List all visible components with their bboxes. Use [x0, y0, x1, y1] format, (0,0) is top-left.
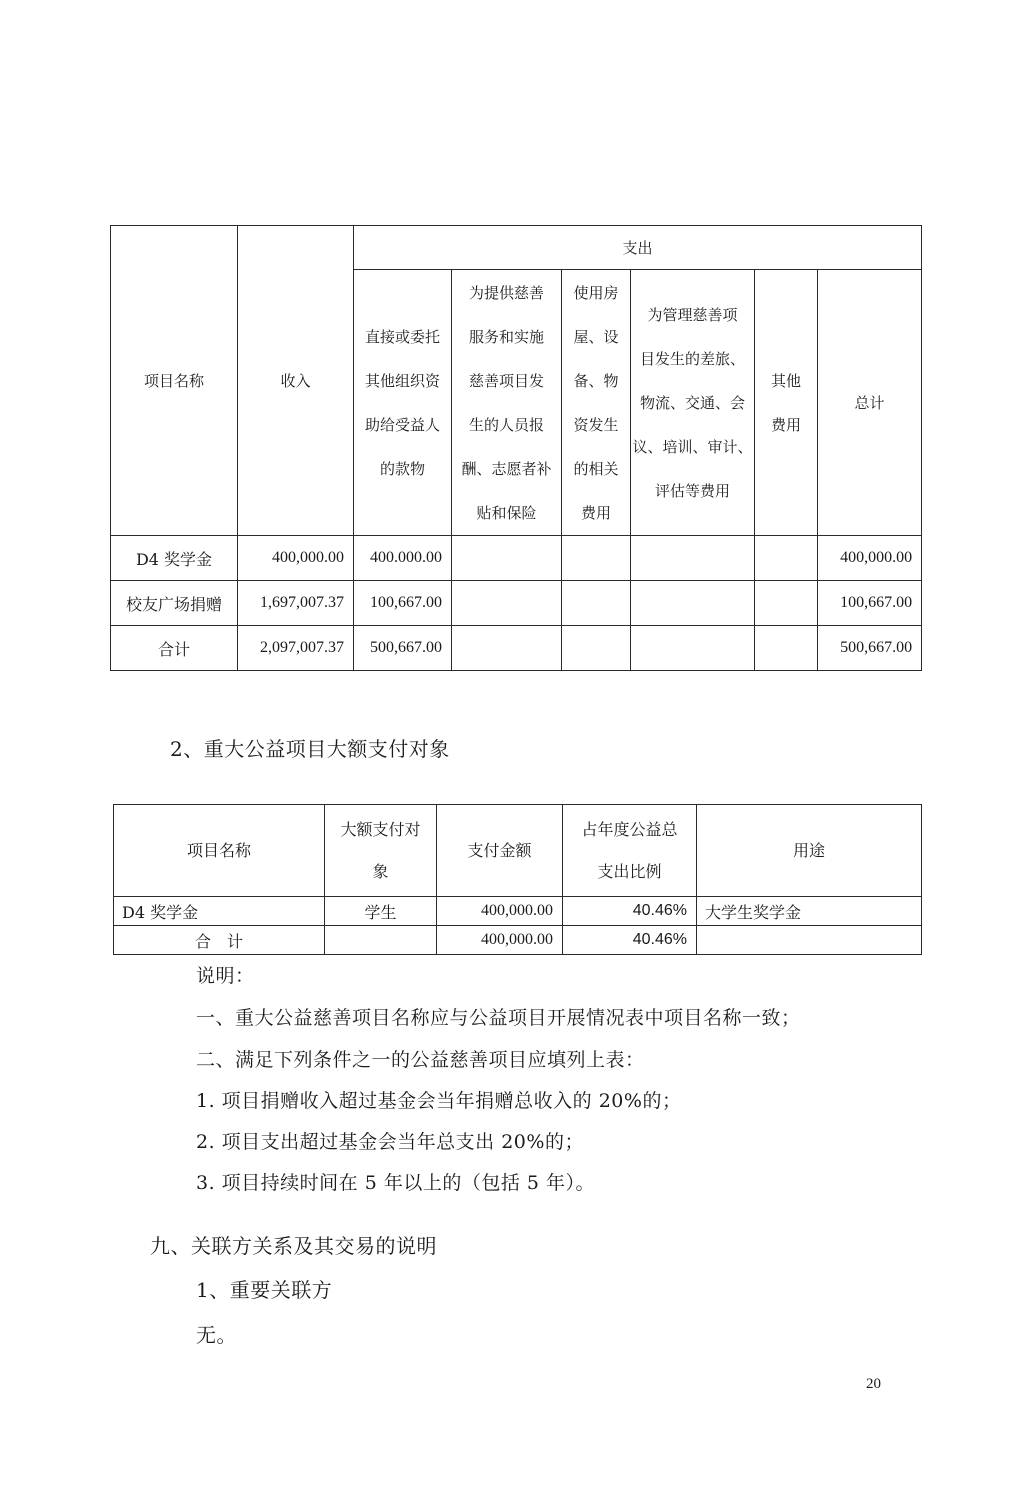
table-total-row: 合 计 400,000.00 40.46%	[114, 926, 922, 955]
note-item: 二、满足下列条件之一的公益慈善项目应填列上表：	[196, 1049, 645, 1071]
large-payment-table	[113, 804, 922, 955]
note-item: 3. 项目持续时间在 5 年以上的（包括 5 年）。	[196, 1172, 596, 1194]
section-2-title: 2、重大公益项目大额支付对象	[170, 737, 450, 761]
note-item: 2. 项目支出超过基金会当年总支出 20%的；	[196, 1131, 584, 1153]
note-item: 1. 项目捐赠收入超过基金会当年捐赠总收入的 20%的；	[196, 1090, 682, 1112]
section-9-subtitle: 1、重要关联方	[196, 1278, 333, 1302]
header-expenditure: 支出	[354, 226, 922, 270]
header-payee: 大额支付对 象	[325, 805, 437, 897]
header-ratio: 占年度公益总 支出比例	[563, 805, 697, 897]
table-row: D4 奖学金 学生 400,000.00 40.46% 大学生奖学金	[114, 897, 922, 926]
table-total-row: 合计 2,097,007.37 500,667.00 500,667.00	[111, 626, 922, 671]
section-9-text: 无。	[196, 1323, 237, 1347]
page-number: 20	[866, 1376, 881, 1392]
notes-label: 说明：	[196, 965, 255, 987]
header-total: 总计	[818, 270, 922, 536]
note-item: 一、重大公益慈善项目名称应与公益项目开展情况表中项目名称一致；	[196, 1007, 801, 1029]
header-direct-aid: 直接或委托 其他组织资 助给受益人 的款物	[354, 270, 452, 536]
header-amount: 支付金额	[437, 805, 563, 897]
header-facilities: 使用房 屋、设 备、物 资发生 的相关 费用	[562, 270, 631, 536]
header-other: 其他 费用	[755, 270, 818, 536]
table2-header-row	[114, 805, 922, 897]
header-income: 收入	[238, 226, 354, 536]
table-row: D4 奖学金 400,000.00 400.000.00 400,000.00	[111, 536, 922, 581]
header-personnel: 为提供慈善 服务和实施 慈善项目发 生的人员报 酬、志愿者补 贴和保险	[452, 270, 562, 536]
table-row: 校友广场捐赠 1,697,007.37 100,667.00 100,667.00	[111, 581, 922, 626]
project-expenditure-table	[110, 225, 922, 671]
header-management: 为管理慈善项 目发生的差旅、 物流、交通、会 议、培训、审计、 评估等费用	[631, 270, 755, 536]
section-9-title: 九、关联方关系及其交易的说明	[150, 1234, 437, 1258]
header-project-name: 项目名称	[111, 226, 238, 536]
header-project-name: 项目名称	[114, 805, 325, 897]
header-purpose: 用途	[697, 805, 922, 897]
